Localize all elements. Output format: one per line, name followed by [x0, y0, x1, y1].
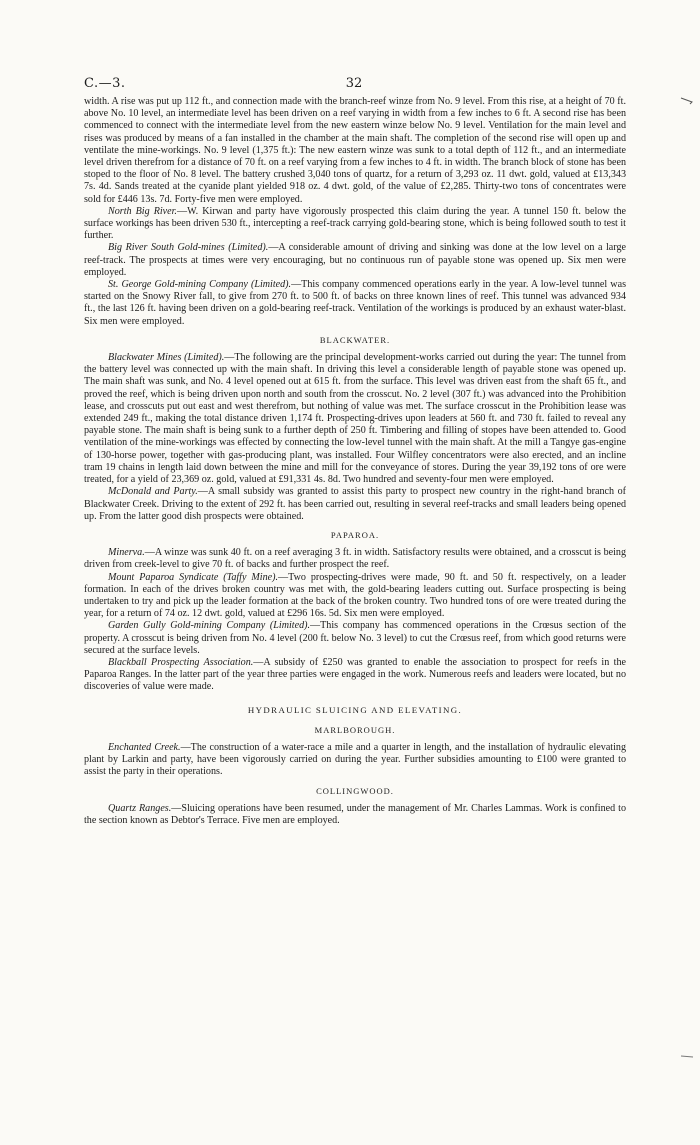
entry-text: —This company commenced operations early in the year. A low-level tunnel was started on the Snowy River fall, to give from 270 ft. to 500 ft. of backs on three known lines of reef. This tunnel was advanced 934 ft., the last 126 ft. having been driven on a gold-bearing reef-track. Ventilation of the workings is produced by an exhaust water-blast. Six men were employed. [84, 279, 627, 327]
entry-name: Enchanted Creek. [108, 741, 181, 753]
subsection-heading-marlborough: MARLBOROUGH. [314, 724, 396, 735]
entry-text: —A subsidy of £250 was granted to enable the association to prospect for reefs in the Paparoa Ranges. In the latter part of the year three parties were engaged in the work. Numerous reefs and leaders were located, but no discoveries of value were made. [84, 656, 626, 693]
entry-name: Big River South Gold-mines (Limited). [108, 242, 269, 254]
subsection-heading-collingwood: COLLINGWOOD. [316, 785, 394, 796]
entry-name: Blackball Prospecting Association. [108, 656, 254, 668]
entry-text: —This company has commenced operations in the Crœsus section of the property. A crosscut is being driven from No. 4 level (200 ft. below No. 3 level) to cut the Crœsus reef, from which good returns were secured at the surface levels. [84, 620, 626, 656]
entry-minerva [84, 547, 626, 571]
page-header [84, 76, 624, 94]
entry-text: —Two prospecting-drives were made, 90 ft. and 50 ft. respectively, on a leader formation. In each of the drives broken country was met with, the gold-bearing leaders cutting out. Surface prospecting is being undertaken to try and pick up the leader formation at the back of the broken country. Two hundred tons of ore were treated during the year, for a return of 74 oz. 12 dwt. gold, valued at £296 16s. 5d. Six men were employed. [84, 571, 626, 620]
entry-name: McDonald and Party. [108, 486, 198, 498]
entry-garden-gully [84, 620, 626, 657]
margin-mark [680, 96, 694, 105]
document-code: C.—3. [84, 76, 126, 91]
entry-name: Garden Gully Gold-mining Company (Limited). [108, 620, 311, 632]
entry-quartz-ranges [84, 803, 626, 827]
continued-paragraph: width. A rise was put up 112 ft., and connection made with the branch-reef winze from No. 9 level. From this rise, at a height of 70 ft. above No. 10 level, an intermediate level has been driven on a reef varying in width from a few inches to 6 ft. A second rise has been commenced to connect with the intermediate level from the new eastern winze below No. 9 level. Ventilation for the main level and rises was produced by means of a fan installed in the chamber at the main shaft. The completion of the second rise will open up and ventilate the mine-workings. No. 9 level (1,375 ft.): The new eastern winze was sunk to a total depth of 112 ft., and an intermediate level driven therefrom for a distance of 70 ft. on a reef varying from a few inches to 4 ft. in width. The branch block of stone has been stoped to the floor of No. 8 level. The battery crushed 3,040 tons of quartz, for a return of 3,293 oz. 11 dwt. gold, valued at £13,343 7s. 4d. Sands treated at the cyanide plant yielded 918 oz. 4 dwt. gold, of the value of £2,285. Thirty-two tons of concentrates were sold for £446 13s. 7d. Forty-five men were employed. [84, 96, 626, 205]
entry-name: Mount Paparoa Syndicate (Taffy Mine). [108, 571, 279, 583]
entry-name: North Big River. [108, 205, 177, 217]
entry-mount-paparoa [84, 572, 626, 621]
section-heading-hydraulic: HYDRAULIC SLUICING AND ELEVATING. [247, 704, 463, 715]
entry-north-big-river [84, 206, 626, 243]
page-body [84, 96, 626, 827]
entry-name: Blackwater Mines (Limited). [108, 352, 225, 364]
entry-st-george [84, 279, 626, 328]
entry-name: Quartz Ranges. [108, 802, 172, 814]
entry-big-river-south [84, 242, 626, 279]
entry-text: —Sluicing operations have been resumed, under the management of Mr. Charles Lammas. Work is confined to the section known as Debtor's Terrace. Five men are employed. [84, 802, 627, 826]
entry-enchanted-creek [84, 742, 626, 779]
entry-blackball [84, 657, 626, 694]
entry-text: —W. Kirwan and party have vigorously prospected this claim during the year. A tunnel 150 ft. below the surface workings has been driven 530 ft., intercepting a reef-track carrying gold-bearing stone, which is being followed south to test it further. [84, 205, 626, 242]
entry-mcdonald-party [84, 486, 626, 523]
entry-blackwater-mines [84, 352, 626, 486]
entry-text: —A winze was sunk 40 ft. on a reef averaging 3 ft. in width. Satisfactory results were obtained, and a crosscut is being driven from creek-level to give 70 ft. of backs and further prospect the reef. [84, 547, 626, 571]
entry-text: —The construction of a water-race a mile and a quarter in length, and the installation of hydraulic elevating plant by Larkin and party, have been vigorously carried on during the year. Further subsidies amounting to £100 were granted to assist the party in their operations. [84, 741, 627, 778]
entry-text: —The following are the principal development-works carried out during the year: The tunnel from the battery level was connected up with the main shaft. In driving this level a considerable length of payable stone was opened up. The main shaft was sunk, and No. 4 level opened out at 615 ft. from the surface. This level was driven east from the shaft 65 ft., and proved the reef, which is being driven upon north and south from the crosscut. No. 2 level (307 ft.) was advanced into the Prohibition lease, and crosscuts put out east and west therefrom, but nothing of value was met. The surface crosscut in the Prohibition lease was extended 249 ft., making the total distance driven 1,174 ft. Prospecting-drives upon leaders at 560 ft. and 730 ft. failed to reveal any payable stone. The main shaft is being sunk to a further depth of 250 ft. Timbering and filling of stopes have been attended to. Good ventilation of the mine-workings was effected by connecting the low-level tunnel with the main shaft. At the mill a Tangye gas-engine of 130-horse power, together with gas-producing plant, was installed. Four Wilfley concentrators were also erected, and an incline tram 19 chains in length laid down between the mine and mill for the conveyance of stores. During the year 39,192 tons of ore were treated, for a yield of 23,369 oz. gold, valued at £91,331 4s. 8d. Two hundred and seventy-four men were employed. [84, 352, 626, 486]
entry-name: St. George Gold-mining Company (Limited). [108, 279, 292, 291]
section-heading-paparoa: PAPAROA. [330, 529, 380, 540]
entry-name: Minerva. [108, 547, 145, 559]
entry-text: —A small subsidy was granted to assist this party to prospect new country in the right-hand branch of Blackwater Creek. Driving to the extent of 292 ft. has been carried out, resulting in several reef-tracks and small leaders being opened up. From the latter good dish prospects were obtained. [84, 486, 626, 522]
section-heading-blackwater: BLACKWATER. [319, 334, 391, 345]
entry-text: —A considerable amount of driving and sinking was done at the low level on a large reef-track. The prospects at times were very encouraging, but no continuous run of payable stone was opened up. Six men were employed. [84, 242, 626, 278]
page-number: 32 [345, 76, 363, 91]
margin-mark [680, 1054, 694, 1059]
